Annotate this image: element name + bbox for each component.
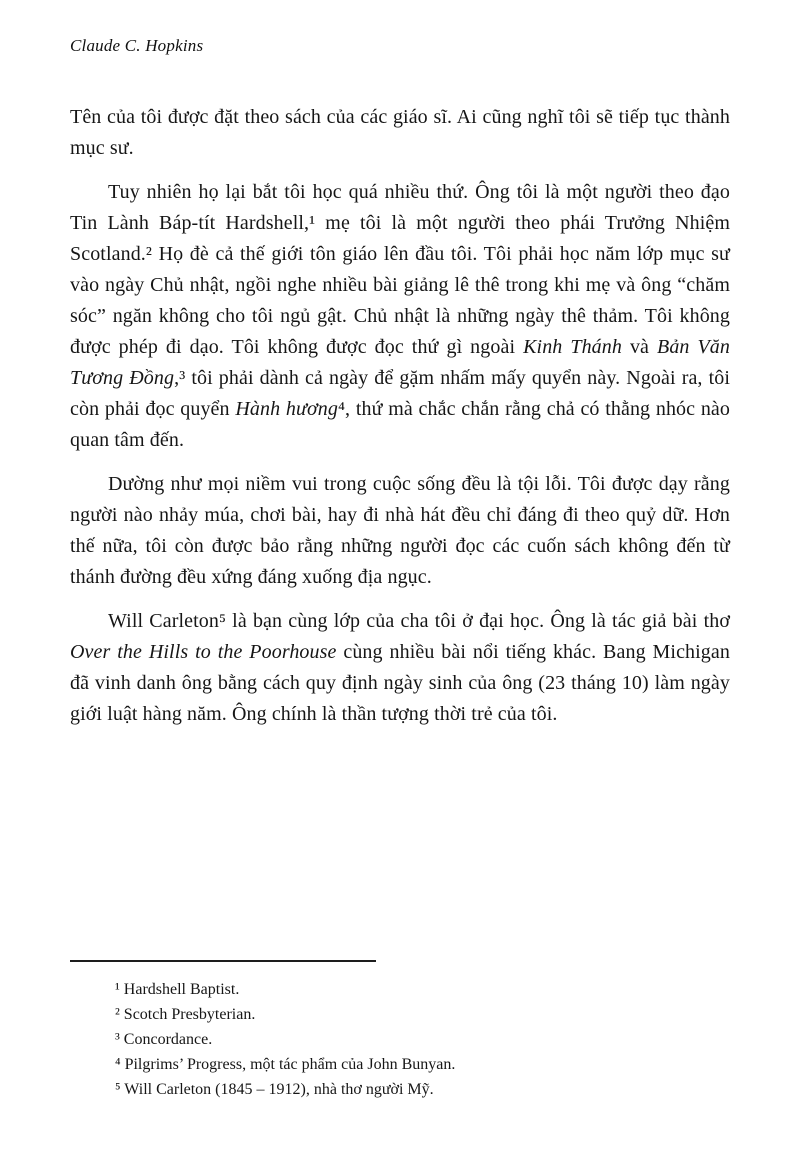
footnote-divider xyxy=(70,960,376,962)
footnote: ⁴ Pilgrims’ Progress, một tác phẩm của John Bunyan. xyxy=(115,1056,456,1073)
footnote: ¹ Hardshell Baptist. xyxy=(115,981,240,998)
footnote: ³ Concordance. xyxy=(115,1031,213,1048)
body-paragraph: Will Carleton⁵ là bạn cùng lớp của cha tôi ở đại học. Ông là tác giả bài thơ Over the Hills to the Poorhouse cùng nhiều bài nổi tiếng khác. Bang Michigan đã vinh danh ông bằng cách quy định ngày sinh của ông (23 tháng 10) làm ngày giới luật hàng năm. Ông chính là thần tượng thời trẻ của tôi. xyxy=(70,610,730,725)
running-header: Claude C. Hopkins xyxy=(70,36,204,55)
footnote: ⁵ Will Carleton (1845 – 1912), nhà thơ người Mỹ. xyxy=(115,1081,434,1098)
body-paragraph: Tuy nhiên họ lại bắt tôi học quá nhiều thứ. Ông tôi là một người theo đạo Tin Lành Báp-tít Hardshell,¹ mẹ tôi là một người theo phái Trưởng Nhiệm Scotland.² Họ đè cả thế giới tôn giáo lên đầu tôi. Tôi phải học năm lớp mục sư vào ngày Chủ nhật, ngồi nghe nhiều bài giảng lê thê trong khi mẹ và ông “chăm sóc” ngăn không cho tôi ngủ gật. Chủ nhật là những ngày thê thảm. Tôi không được phép đi dạo. Tôi không được đọc thứ gì ngoài Kinh Thánh và Bản Văn Tương Đồng,³ tôi phải dành cả ngày để gặm nhấm mấy quyển này. Ngoài ra, tôi còn phải đọc quyển Hành hương⁴, thứ mà chắc chắn rằng chả có thằng nhóc nào quan tâm đến. xyxy=(70,181,730,451)
footnote: ² Scotch Presbyterian. xyxy=(115,1006,256,1023)
body-text xyxy=(70,102,730,730)
footnotes-section xyxy=(70,960,730,1102)
body-paragraph: Dường như mọi niềm vui trong cuộc sống đều là tội lỗi. Tôi được dạy rằng người nào nhảy múa, chơi bài, hay đi nhà hát đều chỉ đáng đi theo quỷ dữ. Hơn thế nữa, tôi còn được bảo rằng những người đọc các cuốn sách không đến từ thánh đường đều xứng đáng xuống địa ngục. xyxy=(70,473,730,588)
body-paragraph: Tên của tôi được đặt theo sách của các giáo sĩ. Ai cũng nghĩ tôi sẽ tiếp tục thành mục sư. xyxy=(70,106,730,159)
